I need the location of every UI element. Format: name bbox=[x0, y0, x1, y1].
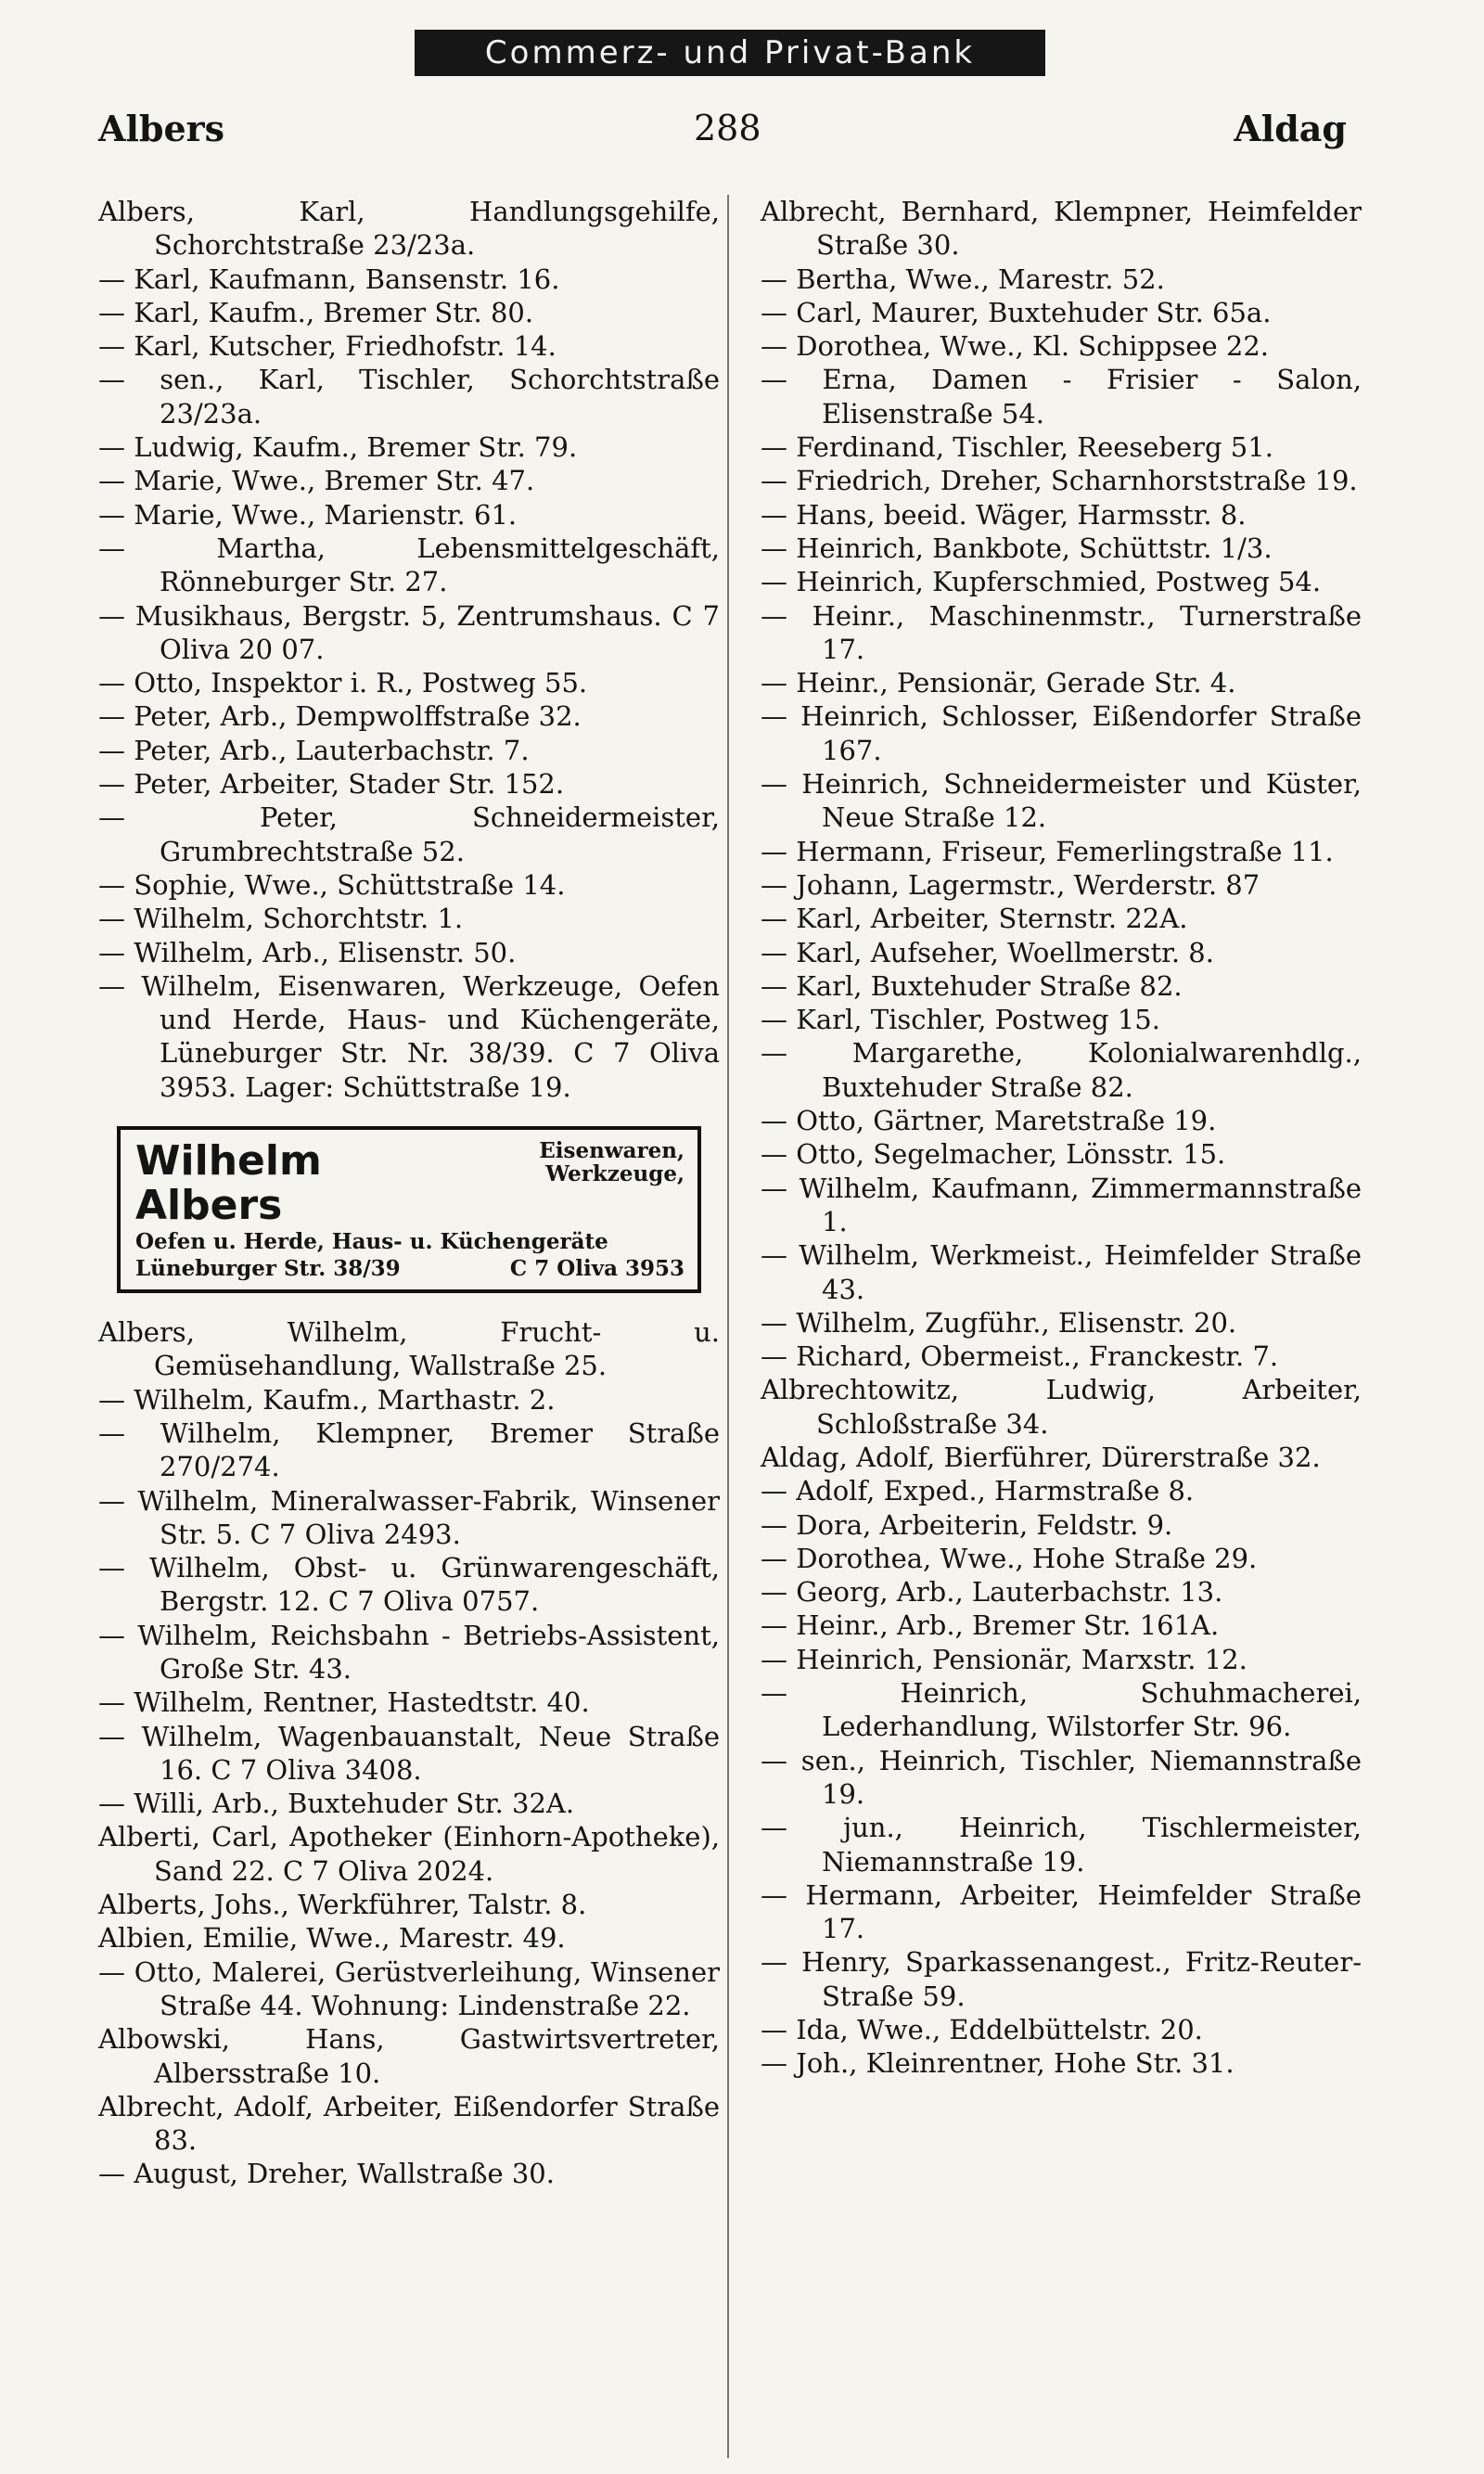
directory-entry: — Wilhelm, Eisenwaren, Werkzeuge, Oefen und Herde, Haus- und Küchengeräte, Lüneburger Str. Nr. 38/39. C 7 Oliva 3953. Lager: Schüttstraße 19. bbox=[98, 969, 720, 1103]
directory-entry: — Karl, Buxtehuder Straße 82. bbox=[761, 969, 1183, 1002]
running-head-left: Albers bbox=[98, 108, 225, 149]
directory-entry: — Willi, Arb., Buxtehuder Str. 32A. bbox=[98, 1788, 575, 1820]
directory-entry: — Hermann, Friseur, Femerlingstraße 11. bbox=[761, 835, 1334, 867]
directory-entry: Albowski, Hans, Gastwirtsvertreter, Albersstraße 10. bbox=[98, 2023, 720, 2089]
directory-entry: — Wilhelm, Kaufmann, Zimmermannstraße 1. bbox=[761, 1172, 1362, 1237]
directory-entry: — Wilhelm, Werkmeist., Heimfelder Straße 43. bbox=[761, 1239, 1362, 1305]
bank-banner: Commerz- und Privat-Bank bbox=[415, 30, 1045, 76]
directory-entry: Albrecht, Adolf, Arbeiter, Eißendorfer Straße 83. bbox=[98, 2090, 720, 2157]
directory-entry: — Marie, Wwe., Marienstr. 61. bbox=[98, 498, 518, 531]
directory-entry: Alberts, Johs., Werkführer, Talstr. 8. bbox=[98, 1889, 587, 1921]
directory-entry: Albers, Karl, Handlungsgehilfe, Schorchtstraße 23/23a. bbox=[98, 196, 720, 262]
directory-entry: — Joh., Kleinrentner, Hohe Str. 31. bbox=[761, 2047, 1235, 2080]
directory-entry: — Wilhelm, Zugführ., Elisenstr. 20. bbox=[761, 1306, 1237, 1339]
directory-entry: — Wilhelm, Mineralwasser-Fabrik, Winsener Str. 5. C 7 Oliva 2493. bbox=[98, 1484, 720, 1550]
directory-entry: — sen., Karl, Tischler, Schorchtstraße 23/23a. bbox=[98, 364, 720, 429]
directory-entry: — Sophie, Wwe., Schüttstraße 14. bbox=[98, 868, 566, 901]
directory-entry: — jun., Heinrich, Tischlermeister, Niemannstraße 19. bbox=[761, 1812, 1362, 1878]
directory-entry: — Heinrich, Pensionär, Marxstr. 12. bbox=[761, 1643, 1247, 1675]
directory-entry: — Peter, Schneidermeister, Grumbrechtstraße 52. bbox=[98, 801, 720, 867]
directory-entry: — Wilhelm, Wagenbauanstalt, Neue Straße 16. C 7 Oliva 3408. bbox=[98, 1720, 720, 1786]
directory-entry: — sen., Heinrich, Tischler, Niemannstraße 19. bbox=[761, 1744, 1362, 1810]
advertisement-box bbox=[117, 1126, 701, 1293]
directory-entry: — Heinr., Pensionär, Gerade Str. 4. bbox=[761, 667, 1236, 699]
directory-entry: — Henry, Sparkassenangest., Fritz-Reuter-Straße 59. bbox=[761, 1946, 1362, 2012]
directory-entry: Albers, Wilhelm, Frucht- u. Gemüsehandlung, Wallstraße 25. bbox=[98, 1316, 720, 1382]
directory-entry: — Erna, Damen - Frisier - Salon, Elisenstraße 54. bbox=[761, 364, 1362, 429]
ad-tag: Eisenwaren, Werkzeuge, bbox=[539, 1138, 684, 1187]
directory-entry: Albien, Emilie, Wwe., Marestr. 49. bbox=[98, 1922, 566, 1955]
directory-entry: — Wilhelm, Arb., Elisenstr. 50. bbox=[98, 936, 517, 968]
directory-entry: — Dorothea, Wwe., Hohe Straße 29. bbox=[761, 1542, 1258, 1574]
directory-entry: — Johann, Lagermstr., Werderstr. 87 bbox=[761, 868, 1260, 901]
directory-entry: — Dora, Arbeiterin, Feldstr. 9. bbox=[761, 1508, 1173, 1541]
directory-entry: — Karl, Kutscher, Friedhofstr. 14. bbox=[98, 330, 556, 363]
directory-entry: — Otto, Malerei, Gerüstverleihung, Winsener Straße 44. Wohnung: Lindenstraße 22. bbox=[98, 1955, 720, 2021]
directory-entry: — Heinr., Maschinenmstr., Turnerstraße 17. bbox=[761, 599, 1362, 665]
directory-entry: — Carl, Maurer, Buxtehuder Str. 65a. bbox=[761, 296, 1272, 328]
directory-entry: — Karl, Kaufm., Bremer Str. 80. bbox=[98, 296, 534, 328]
directory-entry: — Karl, Arbeiter, Sternstr. 22A. bbox=[761, 903, 1188, 935]
directory-entry: — Wilhelm, Schorchtstr. 1. bbox=[98, 903, 464, 935]
directory-entry: — Heinrich, Bankbote, Schüttstr. 1/3. bbox=[761, 532, 1273, 564]
directory-entry: — Heinrich, Schuhmacherei, Lederhandlung, Wilstorfer Str. 96. bbox=[761, 1677, 1362, 1743]
page-number: 288 bbox=[694, 108, 761, 148]
directory-entry: — Ida, Wwe., Eddelbüttelstr. 20. bbox=[761, 2014, 1203, 2046]
directory-entry: — Wilhelm, Rentner, Hastedtstr. 40. bbox=[98, 1686, 590, 1719]
directory-entry: — Otto, Inspektor i. R., Postweg 55. bbox=[98, 667, 588, 699]
directory-entry: — Bertha, Wwe., Marestr. 52. bbox=[761, 263, 1165, 295]
directory-entry: — Margarethe, Kolonialwarenhdlg., Buxtehuder Straße 82. bbox=[761, 1037, 1362, 1103]
directory-entry: — Heinrich, Kupferschmied, Postweg 54. bbox=[761, 566, 1322, 598]
left-entries-after-ad bbox=[98, 1315, 720, 2191]
directory-entry: — Adolf, Exped., Harmstraße 8. bbox=[761, 1475, 1195, 1507]
directory-entry: — Musikhaus, Bergstr. 5, Zentrumshaus. C 7 Oliva 20 07. bbox=[98, 599, 720, 665]
directory-entry: — Richard, Obermeist., Franckestr. 7. bbox=[761, 1340, 1279, 1373]
right-column bbox=[761, 195, 1362, 2081]
directory-entry: — Peter, Arb., Dempwolffstraße 32. bbox=[98, 700, 582, 733]
ad-line-2-right: C 7 Oliva 3953 bbox=[509, 1256, 684, 1282]
right-entries bbox=[761, 195, 1362, 2081]
directory-entry: Albrechtowitz, Ludwig, Arbeiter, Schloßstraße 34. bbox=[761, 1374, 1362, 1440]
directory-entry: Albrecht, Bernhard, Klempner, Heimfelder Straße 30. bbox=[761, 196, 1362, 262]
directory-entry: — Otto, Gärtner, Maretstraße 19. bbox=[761, 1105, 1217, 1137]
ad-line-1: Oefen u. Herde, Haus- u. Küchengeräte bbox=[135, 1229, 608, 1255]
directory-entry: — Friedrich, Dreher, Scharnhorststraße 19. bbox=[761, 465, 1358, 497]
directory-entry: — Peter, Arb., Lauterbachstr. 7. bbox=[98, 734, 530, 766]
directory-entry: — Hans, beeid. Wäger, Harmsstr. 8. bbox=[761, 498, 1247, 531]
left-entries-before-ad bbox=[98, 195, 720, 1104]
directory-entry: — Peter, Arbeiter, Stader Str. 152. bbox=[98, 768, 565, 801]
ad-name: Wilhelm Albers bbox=[135, 1137, 322, 1230]
directory-entry: — Marie, Wwe., Bremer Str. 47. bbox=[98, 465, 535, 497]
directory-entry: — Dorothea, Wwe., Kl. Schippsee 22. bbox=[761, 330, 1270, 363]
directory-entry: — Ludwig, Kaufm., Bremer Str. 79. bbox=[98, 431, 578, 464]
directory-entry: — Wilhelm, Obst- u. Grünwarengeschäft, Bergstr. 12. C 7 Oliva 0757. bbox=[98, 1552, 720, 1618]
ad-line-2-left: Lüneburger Str. 38/39 bbox=[135, 1256, 401, 1282]
column-divider bbox=[727, 195, 729, 2458]
directory-entry: — Otto, Segelmacher, Lönsstr. 15. bbox=[761, 1138, 1226, 1171]
directory-entry: — Ferdinand, Tischler, Reeseberg 51. bbox=[761, 431, 1273, 464]
directory-entry: — Hermann, Arbeiter, Heimfelder Straße 17. bbox=[761, 1878, 1362, 1945]
directory-entry: — Heinrich, Schneidermeister und Küster, Neue Straße 12. bbox=[761, 768, 1362, 834]
directory-entry: — Karl, Tischler, Postweg 15. bbox=[761, 1004, 1160, 1036]
directory-entry: — Wilhelm, Kaufm., Marthastr. 2. bbox=[98, 1383, 556, 1416]
directory-entry: — Karl, Aufseher, Woellmerstr. 8. bbox=[761, 936, 1214, 968]
directory-entry: — Wilhelm, Reichsbahn - Betriebs-Assistent, Große Str. 43. bbox=[98, 1619, 720, 1685]
directory-entry: — Martha, Lebensmittelgeschäft, Rönneburger Str. 27. bbox=[98, 532, 720, 598]
left-column bbox=[98, 195, 720, 2191]
directory-entry: — Georg, Arb., Lauterbachstr. 13. bbox=[761, 1576, 1223, 1609]
directory-entry: — Karl, Kaufmann, Bansenstr. 16. bbox=[98, 263, 560, 295]
directory-entry: — Wilhelm, Klempner, Bremer Straße 270/274. bbox=[98, 1416, 720, 1483]
directory-entry: — August, Dreher, Wallstraße 30. bbox=[98, 2158, 555, 2190]
directory-entry: — Heinr., Arb., Bremer Str. 161A. bbox=[761, 1609, 1220, 1642]
directory-entry: — Heinrich, Schlosser, Eißendorfer Straße 167. bbox=[761, 700, 1362, 766]
running-head-right: Aldag bbox=[1234, 108, 1347, 149]
directory-entry: Aldag, Adolf, Bierführer, Dürerstraße 32. bbox=[761, 1441, 1321, 1473]
directory-entry: Alberti, Carl, Apotheker (Einhorn-Apotheke), Sand 22. C 7 Oliva 2024. bbox=[98, 1821, 720, 1887]
